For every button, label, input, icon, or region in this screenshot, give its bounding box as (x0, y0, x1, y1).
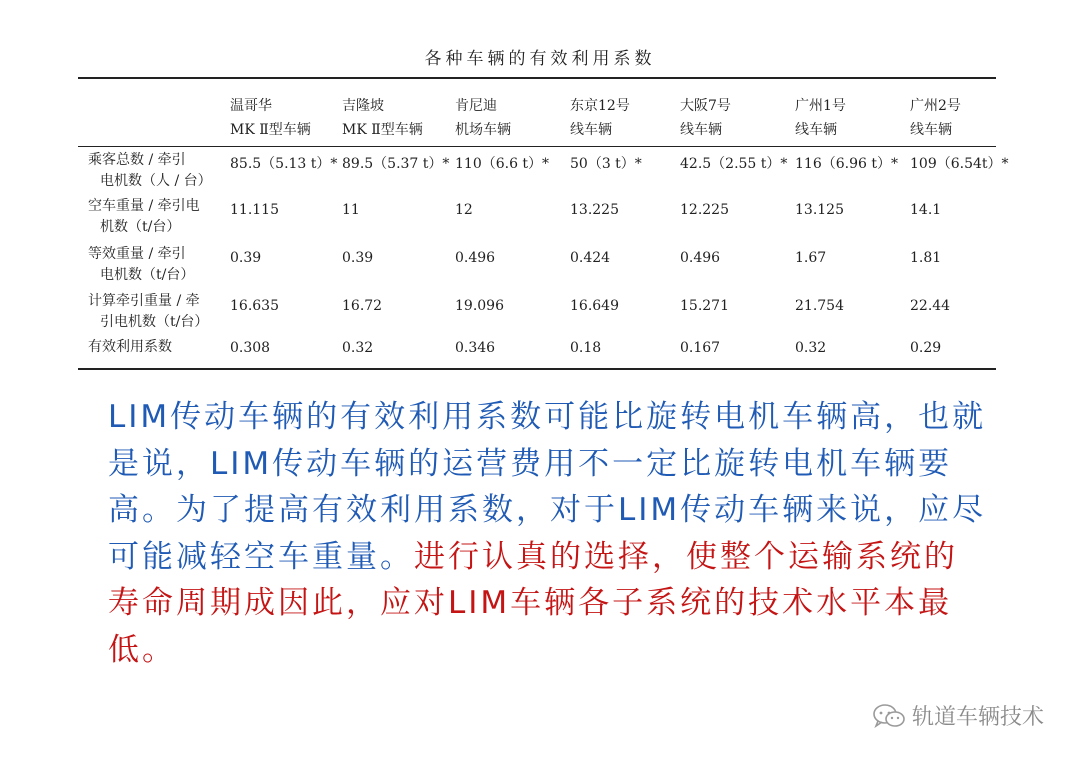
table-cell: 0.32 (342, 340, 374, 356)
table-title: 各种车辆的有效利用系数 (424, 49, 656, 69)
watermark-text: 轨道车辆技术 (911, 705, 1044, 730)
table-cell: 16.72 (342, 298, 383, 314)
table-cell: 116（6.96 t）* (795, 156, 898, 172)
table-cell: 11.115 (230, 202, 279, 218)
wechat-icon (872, 703, 906, 729)
table-cell: 11 (342, 202, 360, 218)
table-header-rule (78, 146, 996, 147)
table-cell: 12 (455, 202, 473, 218)
table-cell: 85.5（5.13 t）* (230, 156, 338, 172)
table-cell: 14.1 (910, 202, 942, 218)
row-label: 有效利用系数 (88, 339, 172, 355)
table-cell: 1.67 (795, 250, 827, 266)
column-header: 广州1号 线车辆 (795, 98, 846, 138)
table-cell: 42.5（2.55 t）* (680, 156, 788, 172)
table-cell: 15.271 (680, 298, 729, 314)
column-header: 广州2号 线车辆 (910, 98, 961, 138)
table-cell: 0.346 (455, 340, 496, 356)
row-label: 空车重量 / 牵引电 机数（t/台） (88, 198, 200, 235)
column-header: 东京12号 线车辆 (570, 98, 630, 138)
row-label: 计算牵引重量 / 牵 引电机数（t/台） (88, 293, 209, 330)
paragraph-red-text: 进行认真的选择，使整个运输系统的寿命周期成因此，应对LIM车辆各子系统的技术水平本最低。 (108, 538, 958, 668)
table-cell: 0.496 (455, 250, 496, 266)
table-cell: 13.225 (570, 202, 619, 218)
row-label: 乘客总数 / 牵引 电机数（人 / 台） (88, 152, 212, 189)
table-cell: 1.81 (910, 250, 942, 266)
table-cell: 0.32 (795, 340, 827, 356)
table-cell: 0.424 (570, 250, 611, 266)
table-cell: 110（6.6 t）* (455, 156, 550, 172)
table-cell: 16.635 (230, 298, 279, 314)
column-header: 温哥华 MK Ⅱ型车辆 (230, 98, 311, 138)
paragraph-blue-text: LIM传动车辆的有效利用系数可能比旋转电机车辆高，也就是说，LIM传动车辆的运营费用不一定比旋转电机车辆要高。为了提高有效利用系数，对于LIM传动车辆来说，应尽可能减轻空车重量。 (108, 399, 987, 575)
row-label: 等效重量 / 牵引 电机数（t/台） (88, 246, 195, 283)
table-cell: 12.225 (680, 202, 729, 218)
watermark (872, 700, 1044, 731)
table-cell: 22.44 (910, 298, 951, 314)
body-paragraph (108, 394, 988, 673)
column-header: 肯尼迪 机场车辆 (455, 98, 511, 138)
table-cell: 89.5（5.37 t）* (342, 156, 450, 172)
table-cell: 0.496 (680, 250, 721, 266)
table-cell: 19.096 (455, 298, 504, 314)
table-cell: 0.39 (230, 250, 262, 266)
table-cell: 0.308 (230, 340, 271, 356)
table-cell: 21.754 (795, 298, 844, 314)
table-cell: 16.649 (570, 298, 619, 314)
table-cell: 13.125 (795, 202, 844, 218)
table-cell: 0.18 (570, 340, 602, 356)
column-header: 吉隆坡 MK Ⅱ型车辆 (342, 98, 423, 138)
table-cell: 109（6.54t）* (910, 156, 1009, 172)
table-cell: 0.39 (342, 250, 374, 266)
table-bottom-rule (78, 368, 996, 370)
table-cell: 0.29 (910, 340, 942, 356)
column-header: 大阪7号 线车辆 (680, 98, 731, 138)
table-top-rule (78, 77, 996, 79)
table-cell: 0.167 (680, 340, 721, 356)
table-cell: 50（3 t）* (570, 156, 642, 172)
